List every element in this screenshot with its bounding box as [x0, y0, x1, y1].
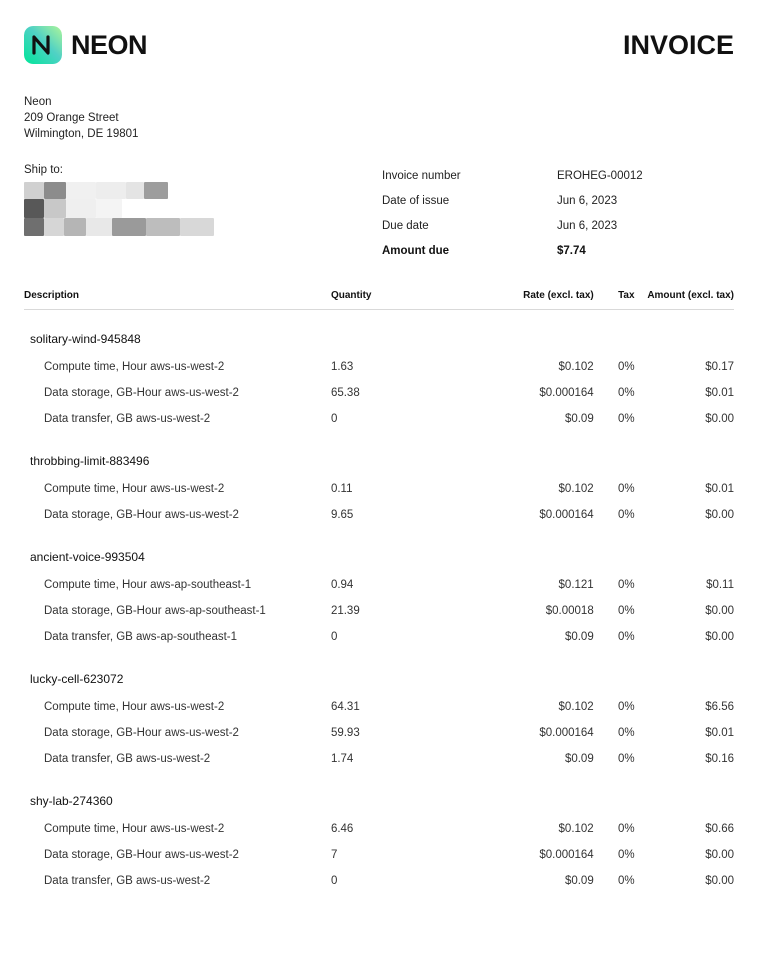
- line-description: Compute time, Hour aws-ap-southeast-1: [44, 579, 252, 591]
- line-rate: $0.000164: [539, 727, 594, 739]
- line-quantity: 7: [330, 849, 338, 861]
- line-tax: 0%: [617, 361, 635, 373]
- column-rate: Rate (excl. tax): [466, 290, 593, 310]
- line-amount: $0.00: [705, 509, 734, 521]
- line-description: Compute time, Hour aws-us-west-2: [44, 823, 225, 835]
- line-amount: $0.01: [705, 387, 734, 399]
- line-rate: $0.09: [564, 875, 594, 887]
- line-tax: 0%: [617, 849, 635, 861]
- line-rate: $0.00018: [545, 605, 594, 617]
- sender-street: 209 Orange Street: [24, 112, 119, 124]
- invoice-number-value: EROHEG-00012: [557, 170, 643, 182]
- project-group-row: [24, 310, 734, 355]
- line-quantity: 64.31: [330, 701, 360, 713]
- table-row: [24, 624, 734, 650]
- sender-address: [24, 94, 734, 142]
- line-quantity: 1.63: [330, 361, 354, 373]
- invoice-header: [24, 26, 734, 64]
- project-group-row: [24, 650, 734, 694]
- column-tax: Tax: [594, 290, 635, 310]
- line-rate: $0.09: [564, 413, 594, 425]
- line-tax: 0%: [617, 413, 635, 425]
- line-amount: $0.16: [705, 753, 734, 765]
- line-rate: $0.000164: [539, 387, 594, 399]
- line-quantity: 59.93: [330, 727, 360, 739]
- line-quantity: 21.39: [330, 605, 360, 617]
- line-tax: 0%: [617, 701, 635, 713]
- project-group-row: [24, 528, 734, 572]
- meta-row-invoice-number: [382, 164, 734, 189]
- line-quantity: 0.94: [330, 579, 354, 591]
- line-amount: $0.01: [705, 483, 734, 495]
- line-description: Data storage, GB-Hour aws-us-west-2: [44, 849, 239, 861]
- line-amount: $0.01: [705, 727, 734, 739]
- table-header: [24, 290, 734, 310]
- project-name: ancient-voice-993504: [30, 550, 145, 564]
- line-tax: 0%: [617, 387, 635, 399]
- ship-to-block: [24, 164, 354, 236]
- line-rate: $0.102: [558, 361, 594, 373]
- sender-name: Neon: [24, 96, 52, 108]
- brand-name: NEON: [71, 29, 148, 60]
- line-rate: $0.102: [558, 823, 594, 835]
- table-row: [24, 406, 734, 432]
- line-rate: $0.09: [564, 631, 594, 643]
- line-rate: $0.102: [558, 701, 594, 713]
- table-row: [24, 476, 734, 502]
- table-body: [24, 310, 734, 895]
- line-tax: 0%: [617, 631, 635, 643]
- due-date-label: Due date: [382, 220, 429, 232]
- line-description: Data storage, GB-Hour aws-us-west-2: [44, 387, 239, 399]
- line-quantity: 0: [330, 413, 338, 425]
- ship-and-meta: [24, 164, 734, 264]
- table-row: [24, 354, 734, 380]
- line-rate: $0.000164: [539, 509, 594, 521]
- meta-row-amount-due: [382, 239, 734, 264]
- invoice-meta: [382, 164, 734, 264]
- line-amount: $0.11: [706, 579, 734, 591]
- line-description: Data transfer, GB aws-us-west-2: [44, 875, 211, 887]
- line-quantity: 9.65: [330, 509, 354, 521]
- line-tax: 0%: [617, 727, 635, 739]
- amount-due-label: Amount due: [382, 245, 450, 257]
- line-description: Data transfer, GB aws-ap-southeast-1: [44, 631, 238, 643]
- line-rate: $0.121: [558, 579, 594, 591]
- line-quantity: 6.46: [330, 823, 354, 835]
- ship-to-label: Ship to:: [24, 164, 63, 176]
- redacted-address: [24, 182, 220, 236]
- line-description: Data transfer, GB aws-us-west-2: [44, 413, 211, 425]
- project-name: shy-lab-274360: [30, 794, 113, 808]
- line-description: Data storage, GB-Hour aws-ap-southeast-1: [44, 605, 266, 617]
- line-description: Data transfer, GB aws-us-west-2: [44, 753, 211, 765]
- line-amount: $6.56: [705, 701, 734, 713]
- line-amount: $0.00: [705, 849, 734, 861]
- meta-row-date-of-issue: [382, 189, 734, 214]
- line-tax: 0%: [617, 509, 635, 521]
- line-amount: $0.00: [705, 605, 734, 617]
- table-row: [24, 598, 734, 624]
- date-of-issue-label: Date of issue: [382, 195, 450, 207]
- line-quantity: 65.38: [330, 387, 360, 399]
- line-tax: 0%: [617, 753, 635, 765]
- table-header-row: [24, 290, 734, 310]
- line-description: Compute time, Hour aws-us-west-2: [44, 483, 225, 495]
- line-description: Compute time, Hour aws-us-west-2: [44, 701, 225, 713]
- project-group-row: [24, 432, 734, 476]
- line-tax: 0%: [617, 823, 635, 835]
- line-description: Compute time, Hour aws-us-west-2: [44, 361, 225, 373]
- project-group-row: [24, 772, 734, 816]
- brand: [24, 26, 147, 64]
- line-tax: 0%: [617, 605, 635, 617]
- line-amount: $0.00: [705, 413, 734, 425]
- neon-logo-icon: [24, 26, 62, 64]
- line-quantity: 1.74: [330, 753, 354, 765]
- line-description: Data storage, GB-Hour aws-us-west-2: [44, 509, 239, 521]
- amount-due-value: $7.74: [557, 245, 586, 257]
- sender-city: Wilmington, DE 19801: [24, 128, 139, 140]
- date-of-issue-value: Jun 6, 2023: [557, 195, 618, 207]
- line-quantity: 0: [330, 631, 338, 643]
- table-row: [24, 720, 734, 746]
- line-tax: 0%: [617, 483, 635, 495]
- line-tax: 0%: [617, 579, 635, 591]
- table-row: [24, 816, 734, 842]
- line-rate: $0.09: [564, 753, 594, 765]
- table-row: [24, 502, 734, 528]
- project-name: lucky-cell-623072: [30, 672, 124, 686]
- due-date-value: Jun 6, 2023: [557, 220, 618, 232]
- column-description: Description: [24, 290, 331, 310]
- meta-row-due-date: [382, 214, 734, 239]
- table-row: [24, 694, 734, 720]
- document-title: INVOICE: [622, 30, 734, 60]
- project-name: solitary-wind-945848: [30, 332, 141, 346]
- table-row: [24, 746, 734, 772]
- column-amount: Amount (excl. tax): [635, 290, 734, 310]
- table-row: [24, 842, 734, 868]
- line-description: Data storage, GB-Hour aws-us-west-2: [44, 727, 239, 739]
- line-items-table: [24, 290, 734, 894]
- line-amount: $0.00: [705, 875, 734, 887]
- line-tax: 0%: [617, 875, 635, 887]
- table-row: [24, 868, 734, 894]
- table-row: [24, 380, 734, 406]
- line-rate: $0.000164: [539, 849, 594, 861]
- table-row: [24, 572, 734, 598]
- column-quantity: Quantity: [331, 290, 466, 310]
- line-amount: $0.00: [705, 631, 734, 643]
- project-name: throbbing-limit-883496: [30, 454, 150, 468]
- invoice-number-label: Invoice number: [382, 170, 461, 182]
- line-quantity: 0.11: [330, 483, 353, 495]
- line-quantity: 0: [330, 875, 338, 887]
- line-rate: $0.102: [558, 483, 594, 495]
- line-amount: $0.66: [705, 823, 734, 835]
- line-amount: $0.17: [705, 361, 734, 373]
